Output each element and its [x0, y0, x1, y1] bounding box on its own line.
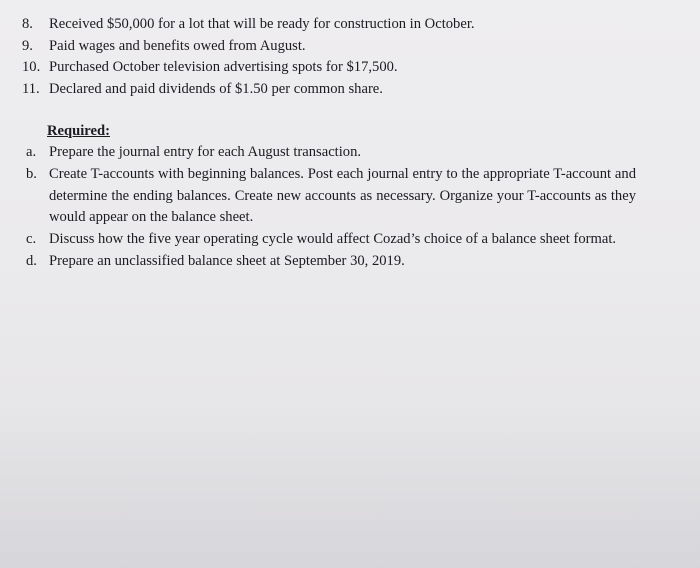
requirement-text: Prepare an unclassified balance sheet at September 30, 2019.	[49, 252, 405, 269]
requirement-letter: d.	[26, 252, 37, 269]
list-item	[22, 57, 682, 79]
requirement-letter: b.	[26, 165, 37, 182]
item-text: Purchased October television advertising spots for $17,500.	[49, 59, 398, 75]
requirement-item	[26, 229, 636, 251]
item-number: 10.	[22, 59, 41, 75]
list-item	[22, 36, 682, 58]
required-heading: Required:	[47, 123, 110, 139]
requirement-item	[26, 164, 636, 229]
requirement-text: Create T-accounts with beginning balances. Post each journal entry to the appropriate T-account and determine the ending balances. Create new accounts as necessary. Organize your T-accounts as they would appear on the balance sheet.	[49, 165, 636, 226]
requirement-text: Prepare the journal entry for each August transaction.	[49, 144, 362, 160]
list-item	[22, 14, 682, 36]
list-item	[22, 79, 682, 101]
item-text: Received $50,000 for a lot that will be ready for construction in October.	[49, 16, 475, 32]
transaction-list	[22, 14, 682, 100]
item-text: Declared and paid dividends of $1.50 per common share.	[49, 80, 383, 97]
item-number: 9.	[22, 37, 33, 54]
requirement-letter: c.	[26, 231, 37, 248]
item-number: 8.	[22, 16, 33, 32]
item-number: 11.	[22, 80, 40, 97]
requirements-list	[26, 142, 636, 273]
requirement-item	[26, 142, 636, 164]
requirement-text: Discuss how the five year operating cycle would affect Cozad’s choice of a balance sheet format.	[49, 231, 617, 248]
requirement-letter: a.	[26, 144, 37, 160]
item-text: Paid wages and benefits owed from August.	[49, 37, 306, 54]
requirement-item	[26, 251, 636, 273]
